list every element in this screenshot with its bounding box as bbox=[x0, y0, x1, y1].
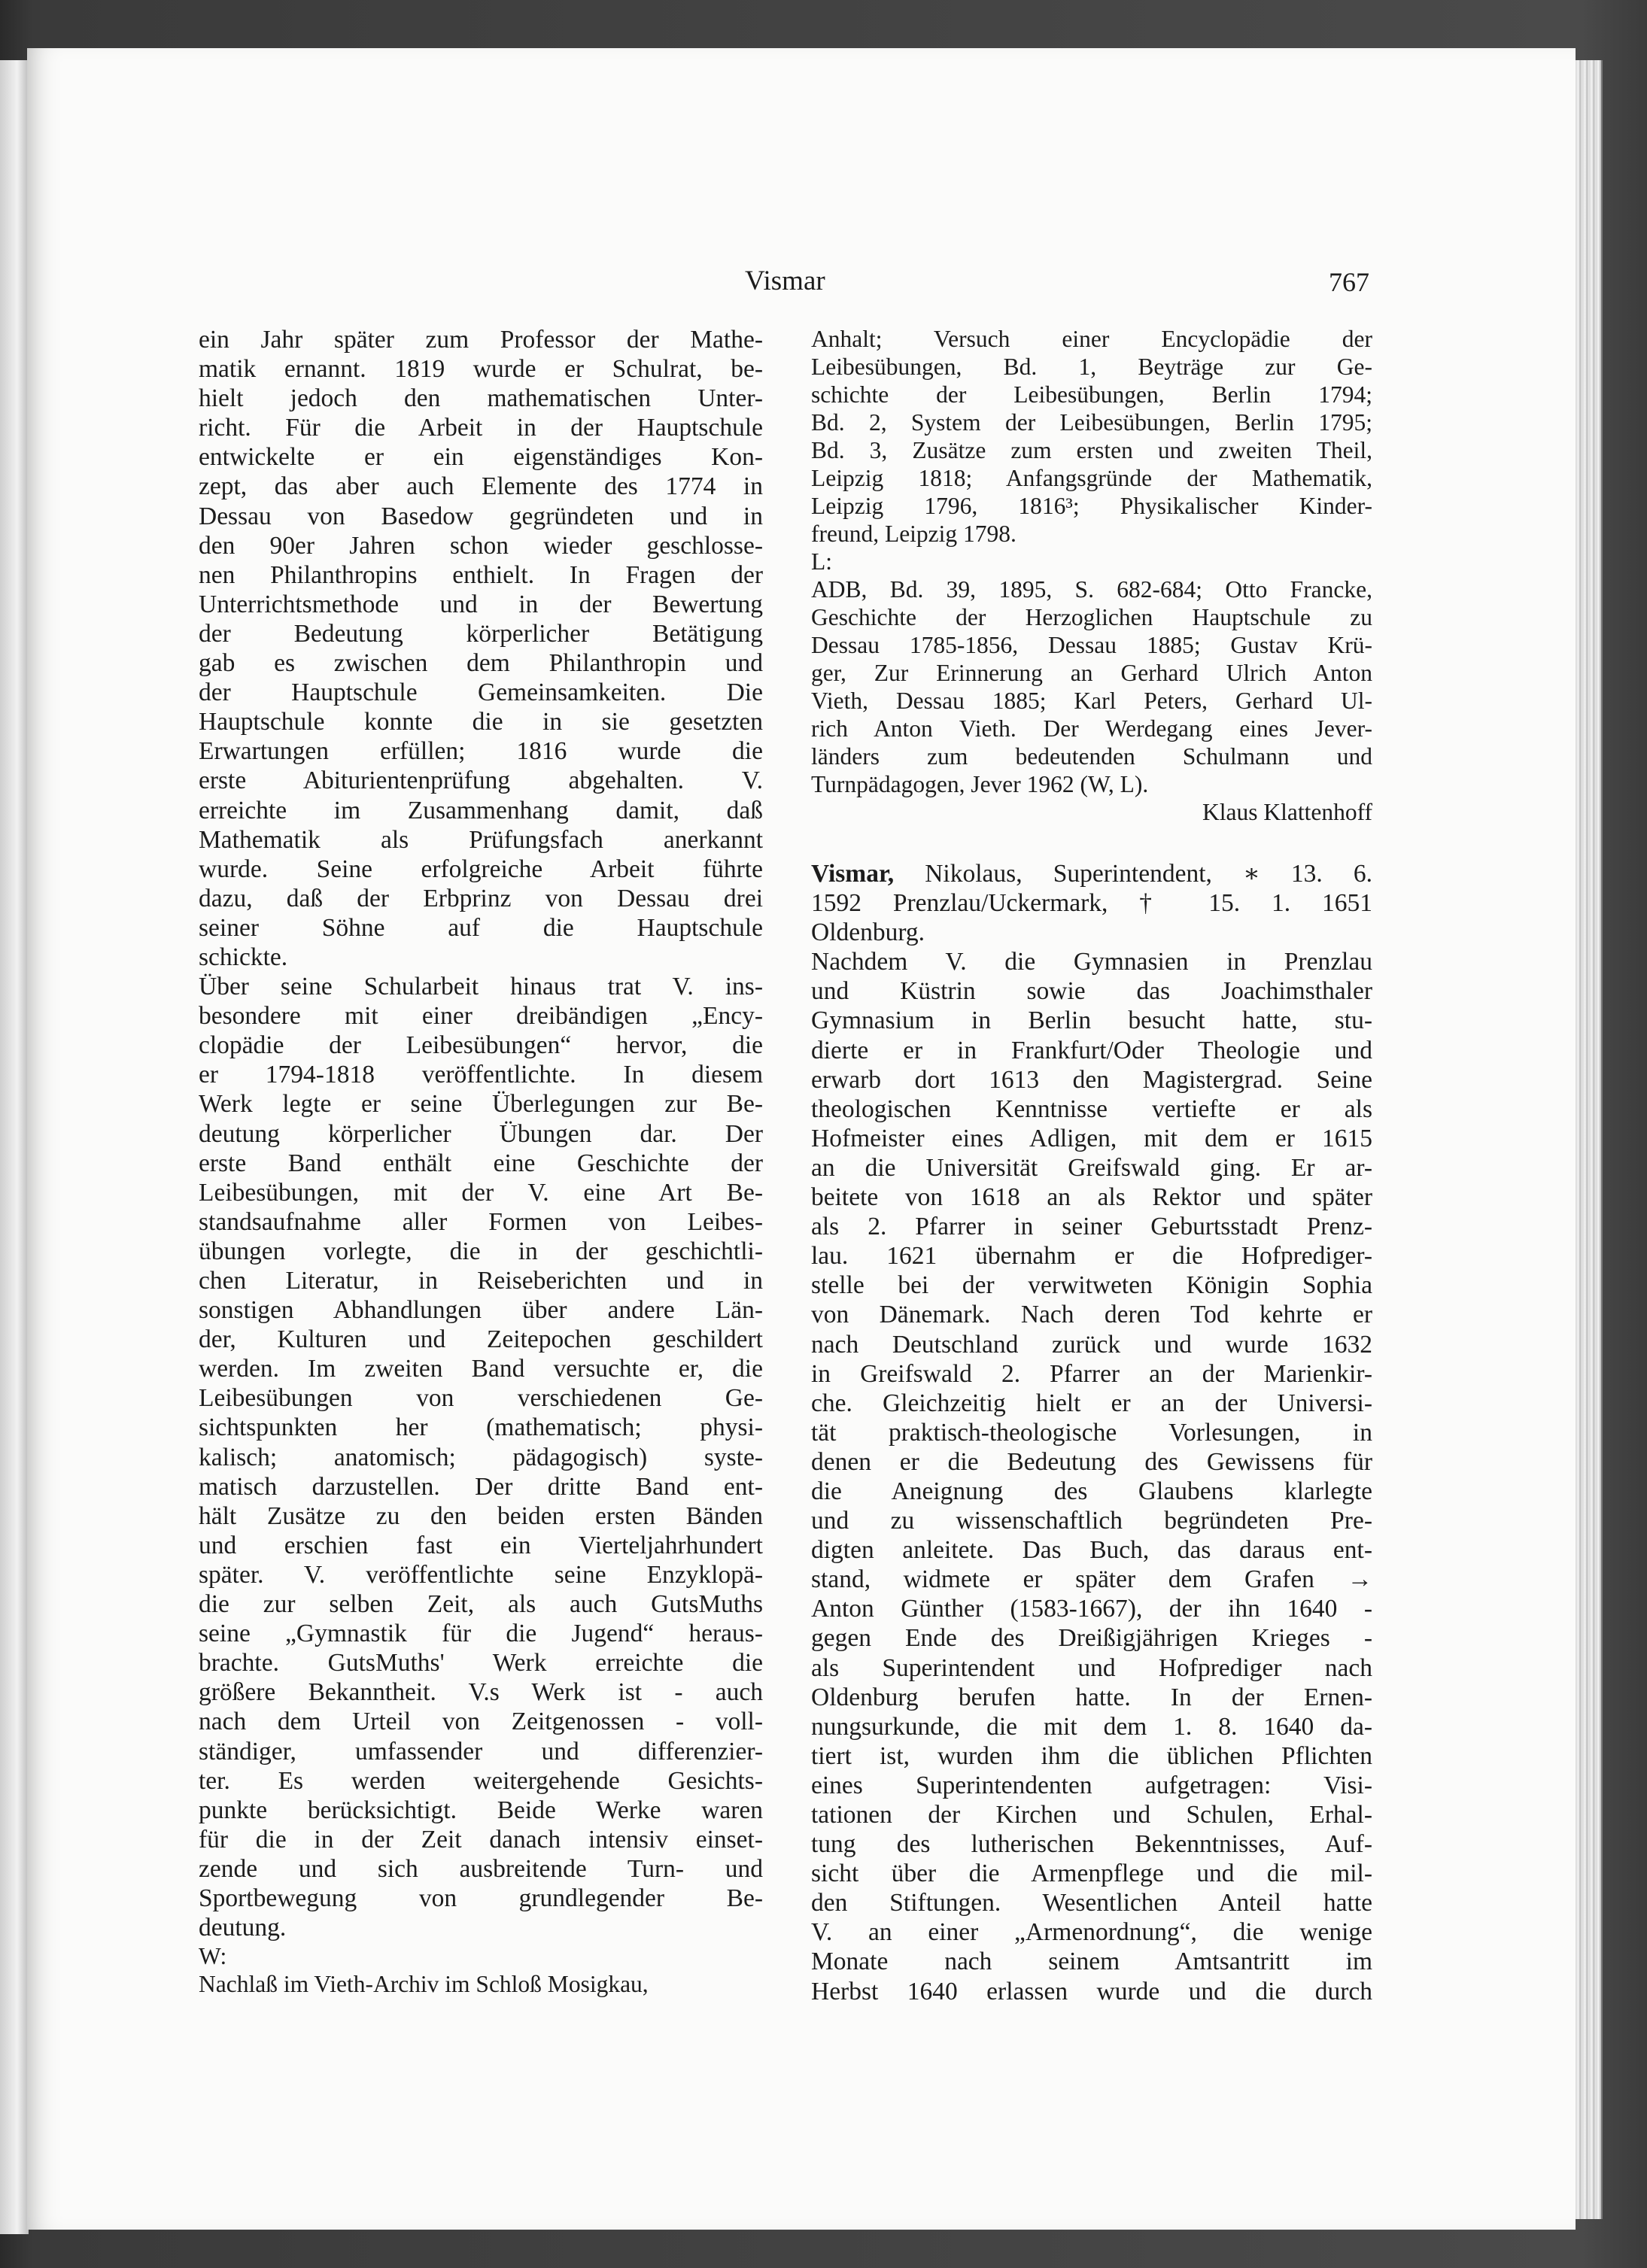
text-line: nungsurkunde, die mit dem 1. 8. 1640 da- bbox=[811, 1712, 1372, 1741]
text-line: hält Zusätze zu den beiden ersten Bänden bbox=[199, 1501, 763, 1530]
text-line: chen Literatur, in Reiseberichten und in bbox=[199, 1267, 763, 1295]
text-line: für die in der Zeit danach intensiv einset- bbox=[199, 1825, 763, 1854]
text-line: tiert ist, wurden ihm die üblichen Pflichten bbox=[811, 1741, 1372, 1770]
text-line: und zu wissenschaftlich begründeten Pre- bbox=[811, 1507, 1372, 1535]
text-line: Hofmeister eines Adligen, mit dem er 1615 bbox=[811, 1124, 1372, 1152]
text-line: punkte berücksichtigt. Beide Werke waren bbox=[199, 1796, 763, 1824]
text-line: Werk legte er seine Überlegungen zur Be- bbox=[199, 1090, 763, 1119]
text-line: standsaufnahme aller Formen von Leibes- bbox=[199, 1207, 763, 1236]
text-line: stelle bei der verwitweten Königin Sophia bbox=[811, 1271, 1372, 1300]
text-line: besondere mit einer dreibändigen „Ency- bbox=[199, 1002, 763, 1031]
text-line: brachte. GutsMuths' Werk erreichte die bbox=[199, 1649, 763, 1677]
book-page bbox=[27, 48, 1576, 2230]
text-line: deutung körperlicher Übungen dar. Der bbox=[199, 1119, 763, 1148]
text-line: 1592 Prenzlau/Uckermark, † 15. 1. 1651 bbox=[811, 889, 1372, 918]
page-header bbox=[27, 265, 1576, 304]
text-line: erwarb dort 1613 den Magistergrad. Seine bbox=[811, 1065, 1372, 1094]
text-line: ein Jahr später zum Professor der Mathe- bbox=[199, 326, 763, 354]
text-line: theologischen Kenntnisse vertiefte er als bbox=[811, 1095, 1372, 1123]
text-line: Dessau 1785-1856, Dessau 1885; Gustav Krü- bbox=[811, 632, 1372, 658]
text-line: clopädie der Leibesübungen“ hervor, die bbox=[199, 1031, 763, 1060]
text-line: der, Kulturen und Zeitepochen geschildert bbox=[199, 1325, 763, 1354]
text-line: den 90er Jahren schon wieder geschlosse- bbox=[199, 531, 763, 560]
text-line: erreichte im Zusammenhang damit, daß bbox=[199, 796, 763, 824]
works-section bbox=[199, 1942, 763, 1998]
text-line: größere Bekanntheit. V.s Werk ist - auch bbox=[199, 1678, 763, 1707]
text-line: Gymnasium in Berlin besucht hatte, stu- bbox=[811, 1006, 1372, 1035]
text-line: er 1794-1818 veröffentlichte. In diesem bbox=[199, 1061, 763, 1089]
page-number: 767 bbox=[1329, 267, 1369, 297]
text-line: sicht über die Armenpflege und die mil- bbox=[811, 1860, 1372, 1888]
text-line: sichtspunkten her (mathematisch; physi- bbox=[199, 1413, 763, 1442]
paragraph-career bbox=[199, 325, 763, 972]
text-line: Sportbewegung von grundlegender Be- bbox=[199, 1884, 763, 1912]
text-line: sonstigen Abhandlungen über andere Län- bbox=[199, 1296, 763, 1325]
text-line: zende und sich ausbreitende Turn- und bbox=[199, 1854, 763, 1883]
right-column bbox=[811, 325, 1372, 2006]
text-line: Oldenburg. bbox=[811, 918, 925, 947]
text-line: Turnpädagogen, Jever 1962 (W, L). bbox=[811, 771, 1149, 797]
text-line: Bd. 2, System der Leibesübungen, Berlin 1795; bbox=[811, 409, 1372, 436]
entry-gap bbox=[811, 826, 1372, 859]
text-line: Herbst 1640 erlassen wurde und die durch bbox=[811, 1977, 1372, 2005]
text-line: von Dänemark. Nach deren Tod kehrte er bbox=[811, 1301, 1372, 1329]
text-line: matik ernannt. 1819 wurde er Schulrat, be- bbox=[199, 355, 763, 384]
text-line: erste Band enthält eine Geschichte der bbox=[199, 1149, 763, 1177]
literature-label: L: bbox=[811, 548, 832, 575]
text-line: denen er die Bedeutung des Gewissens für bbox=[811, 1447, 1372, 1476]
text-line: gegen Ende des Dreißigjährigen Krieges - bbox=[811, 1624, 1372, 1653]
text-line: tationen der Kirchen und Schulen, Erhal- bbox=[811, 1801, 1372, 1829]
text-line: später. V. veröffentlichte seine Enzyklopä- bbox=[199, 1560, 763, 1589]
text-line: Nachdem V. die Gymnasien in Prenzlau bbox=[811, 948, 1372, 976]
text-line: nach Deutschland zurück und wurde 1632 bbox=[811, 1330, 1372, 1359]
text-line: Geschichte der Herzoglichen Hauptschule zu bbox=[811, 604, 1372, 630]
text-line: Leibesübungen, Bd. 1, Beyträge zur Ge- bbox=[811, 354, 1372, 380]
text-line: an die Universität Greifswald ging. Er ar- bbox=[811, 1153, 1372, 1182]
text-line: nen Philanthropins enthielt. In Fragen der bbox=[199, 560, 763, 589]
text-line: als 2. Pfarrer in seiner Geburtsstadt Prenz- bbox=[811, 1213, 1372, 1241]
text-line: entwickelte er ein eigenständiges Kon- bbox=[199, 443, 763, 472]
text-line: schickte. bbox=[199, 943, 288, 971]
text-line: länders zum bedeutenden Schulmann und bbox=[811, 743, 1372, 770]
text-line: eines Superintendenten aufgetragen: Visi- bbox=[811, 1771, 1372, 1799]
text-line: seiner Söhne auf die Hauptschule bbox=[199, 913, 763, 942]
text-line: Oldenburg berufen hatte. In der Ernen- bbox=[811, 1683, 1372, 1711]
text-line: Erwartungen erfüllen; 1816 wurde die bbox=[199, 737, 763, 766]
text-line: Bd. 3, Zusätze zum ersten und zweiten Theil, bbox=[811, 437, 1372, 463]
entry-heading bbox=[811, 859, 1372, 947]
text-line: Leipzig 1796, 1816³; Physikalischer Kinder- bbox=[811, 493, 1372, 519]
works-label: W: bbox=[199, 1943, 227, 1970]
text-line: schichte der Leibesübungen, Berlin 1794; bbox=[811, 381, 1372, 408]
text-line: V. an einer „Armenordnung“, die wenige bbox=[811, 1918, 1372, 1947]
text-line: übungen vorlegte, die in der geschichtli- bbox=[199, 1237, 763, 1265]
text-line: hielt jedoch den mathematischen Unter- bbox=[199, 384, 763, 413]
text-line: Leibesübungen, mit der V. eine Art Be- bbox=[199, 1178, 763, 1207]
text-line: wurde. Seine erfolgreiche Arbeit führte bbox=[199, 855, 763, 883]
text-line: Anton Günther (1583-1667), der ihn 1640 - bbox=[811, 1595, 1372, 1623]
text-line: die zur selben Zeit, als auch GutsMuths bbox=[199, 1590, 763, 1619]
text-line: digten anleitete. Das Buch, das daraus ent- bbox=[811, 1536, 1372, 1565]
text-line: Monate nach seinem Amtsantritt im bbox=[811, 1948, 1372, 1976]
text-line: der Bedeutung körperlicher Betätigung bbox=[199, 619, 763, 648]
text-line: seine „Gymnastik für die Jugend“ heraus- bbox=[199, 1620, 763, 1648]
entry-body bbox=[811, 947, 1372, 2005]
text-line: und Küstrin sowie das Joachimsthaler bbox=[811, 977, 1372, 1006]
text-line: ADB, Bd. 39, 1895, S. 682-684; Otto Francke, bbox=[811, 576, 1372, 603]
text-line: ter. Es werden weitergehende Gesichts- bbox=[199, 1766, 763, 1795]
text-line: richt. Für die Arbeit in der Hauptschule bbox=[199, 414, 763, 442]
left-page-edge bbox=[0, 60, 29, 2234]
text-line: als Superintendent und Hofprediger nach bbox=[811, 1653, 1372, 1682]
text-line: in Greifswald 2. Pfarrer an der Marienkir- bbox=[811, 1359, 1372, 1388]
text-line: rich Anton Vieth. Der Werdegang eines Jever- bbox=[811, 715, 1372, 742]
text-line: ständiger, umfassender und differenzier- bbox=[199, 1737, 763, 1766]
entry-head-text: Nikolaus, Superintendent, ∗ 13. 6. bbox=[894, 860, 1372, 888]
text-line: Über seine Schularbeit hinaus trat V. ins- bbox=[199, 973, 763, 1001]
text-line: Mathematik als Prüfungsfach anerkannt bbox=[199, 825, 763, 854]
text-line: kalisch; anatomisch; pädagogisch) syste- bbox=[199, 1443, 763, 1471]
text-line: Anhalt; Versuch einer Encyclopädie der bbox=[811, 326, 1372, 352]
text-line bbox=[811, 859, 1372, 888]
text-line: Leipzig 1818; Anfangsgründe der Mathematik, bbox=[811, 465, 1372, 491]
text-line: Hauptschule konnte die in sie gesetzten bbox=[199, 708, 763, 736]
text-line: erste Abiturientenprüfung abgehalten. V. bbox=[199, 767, 763, 795]
text-line: die Aneignung des Glaubens klarlegte bbox=[811, 1477, 1372, 1505]
text-line: tung des lutherischen Bekenntnisses, Auf- bbox=[811, 1830, 1372, 1859]
article-author: Klaus Klattenhoff bbox=[1202, 799, 1372, 825]
text-line: nach dem Urteil von Zeitgenossen - voll- bbox=[199, 1708, 763, 1736]
left-column bbox=[199, 325, 763, 1998]
text-line: dazu, daß der Erbprinz von Dessau drei bbox=[199, 884, 763, 912]
text-line: den Stiftungen. Wesentlichen Anteil hatte bbox=[811, 1889, 1372, 1917]
text-line: Vieth, Dessau 1885; Karl Peters, Gerhard Ul- bbox=[811, 688, 1372, 714]
running-head: Vismar bbox=[745, 266, 825, 296]
text-line: stand, widmete er später dem Grafen → bbox=[811, 1565, 1372, 1594]
text-line: che. Gleichzeitig hielt er an der Universi- bbox=[811, 1389, 1372, 1417]
text-line: gab es zwischen dem Philanthropin und bbox=[199, 649, 763, 678]
text-line: deutung. bbox=[199, 1914, 287, 1942]
text-line: beitete von 1618 an als Rektor und später bbox=[811, 1183, 1372, 1212]
text-line: Unterrichtsmethode und in der Bewertung bbox=[199, 590, 763, 618]
literature-list bbox=[811, 575, 1372, 798]
text-line: Leibesübungen von verschiedenen Ge- bbox=[199, 1384, 763, 1413]
paragraph-encyclopedia bbox=[199, 972, 763, 1942]
text-line: ger, Zur Erinnerung an Gerhard Ulrich Anton bbox=[811, 660, 1372, 686]
works-continued bbox=[811, 325, 1372, 548]
text-line: matisch darzustellen. Der dritte Band ent- bbox=[199, 1472, 763, 1501]
text-line: Dessau von Basedow gegründeten und in bbox=[199, 502, 763, 530]
text-line: zept, das aber auch Elemente des 1774 in bbox=[199, 472, 763, 501]
text-line: und erschien fast ein Vierteljahrhundert bbox=[199, 1531, 763, 1559]
text-line: werden. Im zweiten Band versuchte er, die bbox=[199, 1355, 763, 1383]
text-line: tät praktisch-theologische Vorlesungen, in bbox=[811, 1418, 1372, 1447]
text-line: freund, Leipzig 1798. bbox=[811, 521, 1016, 547]
text-line: der Hauptschule Gemeinsamkeiten. Die bbox=[199, 679, 763, 707]
text-line: lau. 1621 übernahm er die Hofprediger- bbox=[811, 1242, 1372, 1271]
works-line: Nachlaß im Vieth-Archiv im Schloß Mosigkau, bbox=[199, 1971, 649, 1998]
text-line: dierte er in Frankfurt/Oder Theologie und bbox=[811, 1036, 1372, 1064]
entry-name: Vismar, bbox=[811, 860, 895, 888]
lit-label-row bbox=[811, 548, 1372, 575]
author-row bbox=[811, 798, 1372, 826]
